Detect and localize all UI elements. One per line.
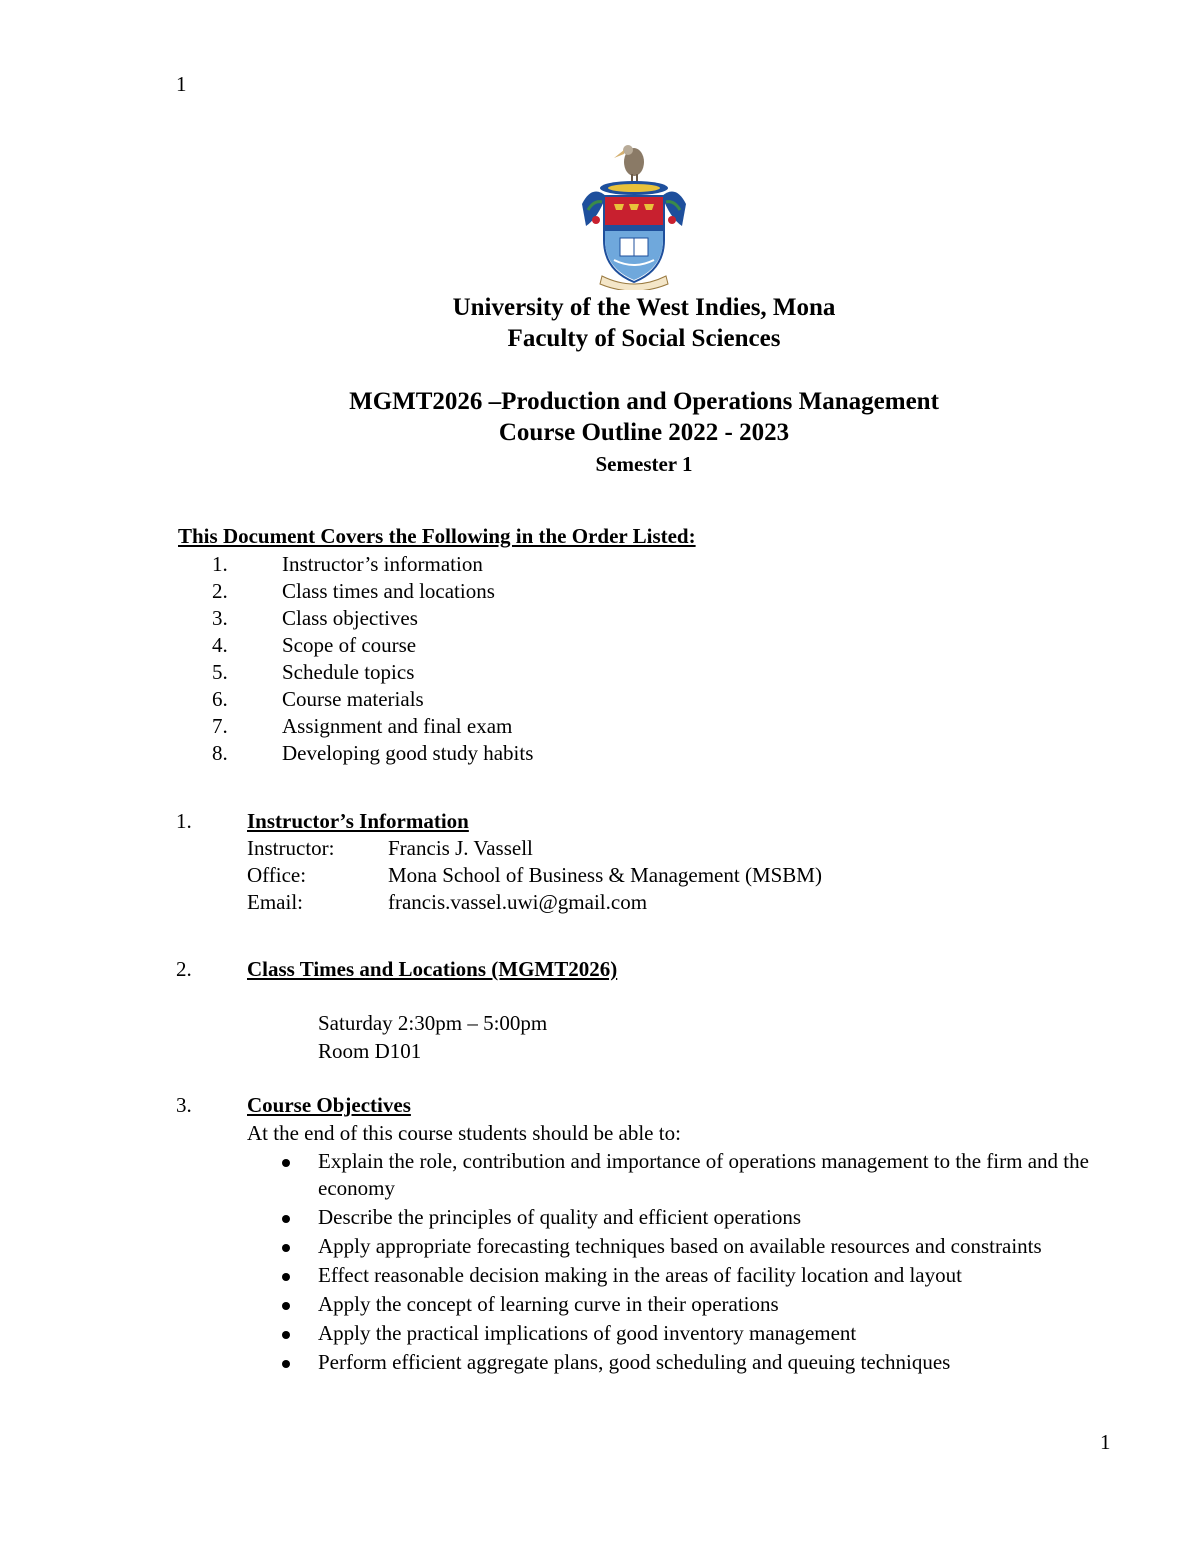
section-2-number: 2. [176, 957, 192, 981]
title-block-institution [0, 292, 1200, 354]
bullet-icon [282, 1159, 290, 1167]
list-item [0, 1262, 1118, 1289]
bullet-icon [282, 1302, 290, 1310]
list-item [0, 1204, 1118, 1231]
email-link[interactable]: francis.vassel.uwi@gmail.com [388, 890, 648, 914]
section-1-heading: Instructor’s Information [247, 809, 469, 833]
toc-heading: This Document Covers the Following in the Order Listed: [178, 524, 696, 548]
instructor-label: Instructor: [247, 836, 335, 860]
toc-item-text: Assignment and final exam [282, 714, 513, 738]
toc-item-number: 5. [212, 660, 228, 684]
bullet-icon [282, 1360, 290, 1368]
objective-text: Effect reasonable decision making in the areas of facility location and layout [318, 1263, 962, 1287]
office-value: Mona School of Business & Management (MSBM) [388, 863, 822, 887]
section-2-heading: Class Times and Locations (MGMT2026) [247, 957, 618, 981]
toc-item-text: Class objectives [282, 606, 418, 630]
toc-item-number: 1. [212, 552, 228, 576]
toc-item-number: 4. [212, 633, 228, 657]
toc-item-text: Class times and locations [282, 579, 495, 603]
title-block-course [0, 386, 1200, 480]
section-1-number: 1. [176, 809, 192, 833]
page-number-top: 1 [176, 72, 187, 96]
class-time: Saturday 2:30pm – 5:00pm [318, 1011, 548, 1035]
bullet-icon [282, 1273, 290, 1281]
email-label: Email: [247, 890, 303, 914]
objective-text: Apply the concept of learning curve in their operations [318, 1292, 779, 1316]
instructor-value: Francis J. Vassell [388, 836, 533, 860]
objective-text: Apply appropriate forecasting techniques based on available resources and constraints [318, 1234, 1042, 1258]
bullet-icon [282, 1215, 290, 1223]
university-crest-icon [574, 140, 694, 290]
class-room: Room D101 [318, 1039, 422, 1063]
list-item [0, 1148, 1118, 1202]
objectives-intro: At the end of this course students should be able to: [247, 1121, 681, 1145]
section-3-heading: Course Objectives [247, 1093, 411, 1117]
semester-label: Semester 1 [595, 452, 693, 476]
toc-item-text: Course materials [282, 687, 424, 711]
section-3-number: 3. [176, 1093, 192, 1117]
toc-item-text: Instructor’s information [282, 552, 483, 576]
page-number-bottom: 1 [1100, 1430, 1111, 1454]
list-item [0, 1291, 1118, 1318]
objectives-list [0, 1148, 1200, 1378]
list-item [0, 1349, 1118, 1376]
objective-text: Perform efficient aggregate plans, good scheduling and queuing techniques [318, 1350, 951, 1374]
objective-text: Explain the role, contribution and importance of operations management to the firm and the economy [318, 1149, 1089, 1200]
toc-item-text: Scope of course [282, 633, 417, 657]
toc-item-number: 6. [212, 687, 228, 711]
list-item [0, 1233, 1118, 1260]
bullet-icon [282, 1331, 290, 1339]
faculty-name: Faculty of Social Sciences [507, 325, 781, 352]
office-label: Office: [247, 863, 307, 887]
toc-item-text: Developing good study habits [282, 741, 534, 765]
objective-text: Apply the practical implications of good inventory management [318, 1321, 857, 1345]
university-name: University of the West Indies, Mona [452, 294, 836, 321]
course-title: MGMT2026 –Production and Operations Management [349, 388, 939, 415]
toc-item-number: 7. [212, 714, 228, 738]
toc-item-number: 8. [212, 741, 228, 765]
objective-text: Describe the principles of quality and efficient operations [318, 1205, 802, 1229]
toc-item-text: Schedule topics [282, 660, 415, 684]
toc-item-number: 2. [212, 579, 228, 603]
list-item [0, 1320, 1118, 1347]
course-outline-title: Course Outline 2022 - 2023 [498, 419, 790, 446]
bullet-icon [282, 1244, 290, 1252]
toc-item-number: 3. [212, 606, 228, 630]
